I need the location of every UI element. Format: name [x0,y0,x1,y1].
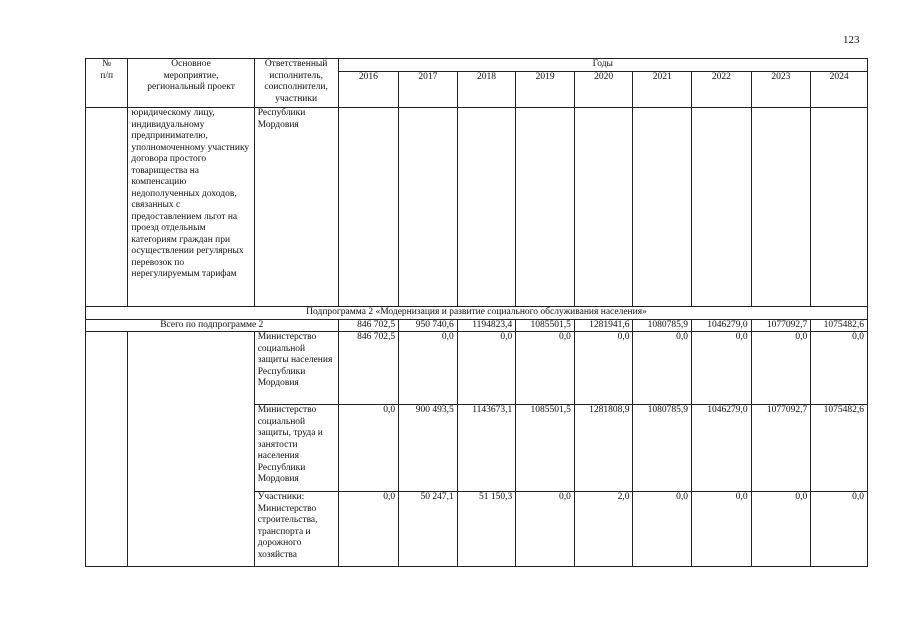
cell-value: 846 702,5 [338,332,399,405]
cell-value: 1080785,9 [633,405,692,492]
cell-value: 1143673,1 [457,405,516,492]
subprogram-title: Подпрограмма 2 «Модернизация и развитие социального обслуживания населения» [86,307,868,320]
total-value: 1194823,4 [457,319,516,332]
year-2023: 2023 [751,72,811,108]
cell-value: 0,0 [338,405,399,492]
continuation-row [86,108,868,307]
total-label: Всего по подпрограмме 2 [86,319,339,332]
cell-value: 0,0 [338,492,399,567]
cell-value: 0,0 [457,332,516,405]
year-2024: 2024 [811,72,868,108]
total-value: 846 702,5 [338,319,399,332]
cell-value: 900 493,5 [399,405,458,492]
year-2020: 2020 [574,72,633,108]
cell-value: 0,0 [633,332,692,405]
cell-value: 0,0 [811,332,868,405]
executor-name: Участники: Министерство строительства, транспорта и дорожного хозяйства [254,492,338,567]
header-num: № п/п [86,59,128,108]
cell-value: 0,0 [751,492,811,567]
executor-name: Министерство социальной защиты, труда и занятости населения Республики Мордовия [254,405,338,492]
total-value: 1046279,0 [692,319,752,332]
cell-value: 0,0 [692,332,752,405]
header-years: Годы [338,59,867,72]
cell-value: 51 150,3 [457,492,516,567]
year-2018: 2018 [457,72,516,108]
page-number: 123 [843,34,860,46]
cell-value: 0,0 [574,332,633,405]
cell-value: 1075482,6 [811,405,868,492]
executor-name: Республики Мордовия [254,108,338,307]
activity-description: юридическому лицу, индивидуальному предпринимателю, уполномоченному участнику договора простого товарищества на компенсацию недополученных доходов, связанных с предоставлением льгот на проезд отдельным категориям граждан при осуществлении регулярных перевозок по нерегулируемым тарифам [128,108,254,307]
cell-value: 1085501,5 [516,405,575,492]
year-2017: 2017 [399,72,458,108]
cell-value: 0,0 [633,492,692,567]
total-value: 1080785,9 [633,319,692,332]
cell-value: 0,0 [516,492,575,567]
cell-value: 0,0 [811,492,868,567]
total-value: 1077092,7 [751,319,811,332]
year-2022: 2022 [692,72,752,108]
total-value: 1075482,6 [811,319,868,332]
cell-value: 0,0 [399,332,458,405]
table-row [86,332,868,405]
executor-name: Министерство социальной защиты населения Республики Мордовия [254,332,338,405]
cell-value: 1046279,0 [692,405,752,492]
header-activity: Основное мероприятие, региональный проект [128,59,254,108]
cell-value: 1077092,7 [751,405,811,492]
total-value: 1085501,5 [516,319,575,332]
cell-value: 0,0 [692,492,752,567]
total-row [86,319,868,332]
cell-value: 1281808,9 [574,405,633,492]
header-executor: Ответственный исполнитель, соисполнители, участники [254,59,338,108]
year-2021: 2021 [633,72,692,108]
year-2016: 2016 [338,72,399,108]
cell-value: 2,0 [574,492,633,567]
year-2019: 2019 [516,72,575,108]
total-value: 950 740,6 [399,319,458,332]
budget-table [85,58,868,567]
cell-value: 50 247,1 [399,492,458,567]
cell-value: 0,0 [751,332,811,405]
total-value: 1281941,6 [574,319,633,332]
cell-value: 0,0 [516,332,575,405]
